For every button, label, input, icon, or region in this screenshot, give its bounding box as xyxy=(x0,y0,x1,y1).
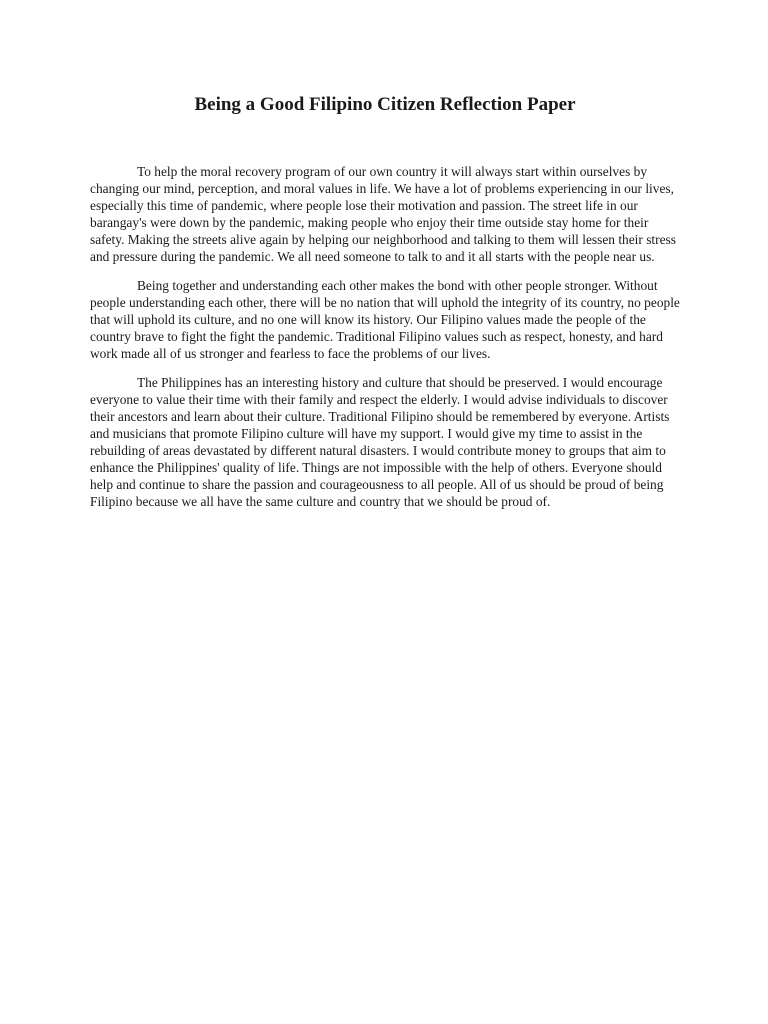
document-title: Being a Good Filipino Citizen Reflection Paper xyxy=(194,94,576,115)
paragraph-3: The Philippines has an interesting history and culture that should be preserved. I would encourage everyone to value their time with their family and respect the elderly. I would advise individuals to discover their ancestors and learn about their culture. Traditional Filipino should be remembered by everyone. Artists and musicians that promote Filipino culture will have my support. I would give my time to assist in the rebuilding of areas devastated by different natural disasters. I would contribute money to groups that aim to enhance the Philippines' quality of life. Things are not impossible with the help of others. Everyone should help and continue to share the passion and courageousness to all people. All of us should be proud of being Filipino because we all have the same culture and country that we should be proud of. xyxy=(90,375,670,509)
paragraph-1: To help the moral recovery program of our own country it will always start within ourselves by changing our mind, perception, and moral values in life. We have a lot of problems experiencing in our lives, especially this time of pandemic, where people lose their motivation and passion. The street life in our barangay's were down by the pandemic, making people who enjoy their time outside stay home for their safety. Making the streets alive again by helping our neighborhood and talking to them will lessen their stress and pressure during the pandemic. We all need someone to talk to and it all starts with the people near us. xyxy=(90,164,676,264)
paragraph-2: Being together and understanding each other makes the bond with other people stronger. Without people understanding each other, there will be no nation that will uphold the integrity of its country, no people that will uphold its culture, and no one will know its history. Our Filipino values made the people of the country brave to fight the fight the pandemic. Traditional Filipino values such as respect, honesty, and hard work made all of us stronger and fearless to face the problems of our lives. xyxy=(90,278,680,361)
